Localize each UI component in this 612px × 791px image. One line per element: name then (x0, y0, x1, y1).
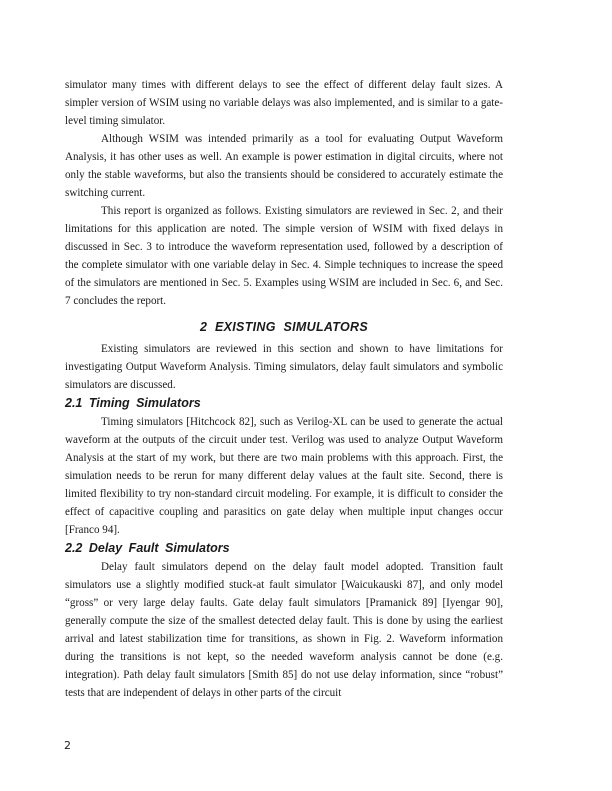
intro-paragraph-1: simulator many times with different delays to see the effect of different delay fault sizes. A simpler version of WSIM using no variable delays was also implemented, and is similar to a gate-level timing simulator. (65, 79, 503, 127)
section-2-2-heading: 2.2 Delay Fault Simulators (65, 541, 230, 555)
section-2-1-paragraph: Timing simulators [Hitchcock 82], such as Verilog-XL can be used to generate the actual waveform at the outputs of the circuit under test. Verilog was used to analyze Output Waveform Analysis at the start of my work, but there are two main problems with this approach. First, the simulation needs to be rerun for many different delay values at the fault site. Second, there is limited flexibility to try non-standard circuit modeling. For example, it is difficult to consider the effect of capacitive coupling and parasitics on gate delay when multiple input changes occur [Franco 94]. (65, 416, 503, 536)
document-page (65, 76, 503, 702)
intro-paragraph-2: Although WSIM was intended primarily as a tool for evaluating Output Waveform Analysis, it has other uses as well. An example is power estimation in digital circuits, where not only the stable waveforms, but also the transients should be considered to accurately estimate the switching current. (65, 133, 503, 199)
section-2-paragraph: Existing simulators are reviewed in this section and shown to have limitations for investigating Output Waveform Analysis. Timing simulators, delay fault simulators and symbolic simulators are discussed. (65, 343, 503, 391)
section-2-2-paragraph: Delay fault simulators depend on the delay fault model adopted. Transition fault simulators use a slightly modified stuck-at fault simulator [Waicukauski 87], and only model “gross” or very large delay faults. Gate delay fault simulators [Pramanick 89] [Iyengar 90], generally compute the size of the smallest detected delay fault. This is done by using the earliest arrival and latest stabilization time for transitions, as shown in Fig. 2. Waveform information during the transitions is not kept, so the needed waveform analysis cannot be done (e.g. integration). Path delay fault simulators [Smith 85] do not use delay information, since “robust” tests that are independent of delays in other parts of the circuit (65, 561, 503, 699)
section-2-1-heading: 2.1 Timing Simulators (65, 396, 201, 410)
page-number: 2 (64, 739, 71, 752)
intro-paragraph-3: This report is organized as follows. Existing simulators are reviewed in Sec. 2, and their limitations for this application are noted. The simple version of WSIM with fixed delays in discussed in Sec. 3 to introduce the waveform representation used, followed by a description of the complete simulator with one variable delay in Sec. 4. Simple techniques to increase the speed of the simulators are mentioned in Sec. 5. Examples using WSIM are included in Sec. 6, and Sec. 7 concludes the report. (65, 205, 503, 307)
section-2-heading: 2 EXISTING SIMULATORS (199, 320, 369, 334)
